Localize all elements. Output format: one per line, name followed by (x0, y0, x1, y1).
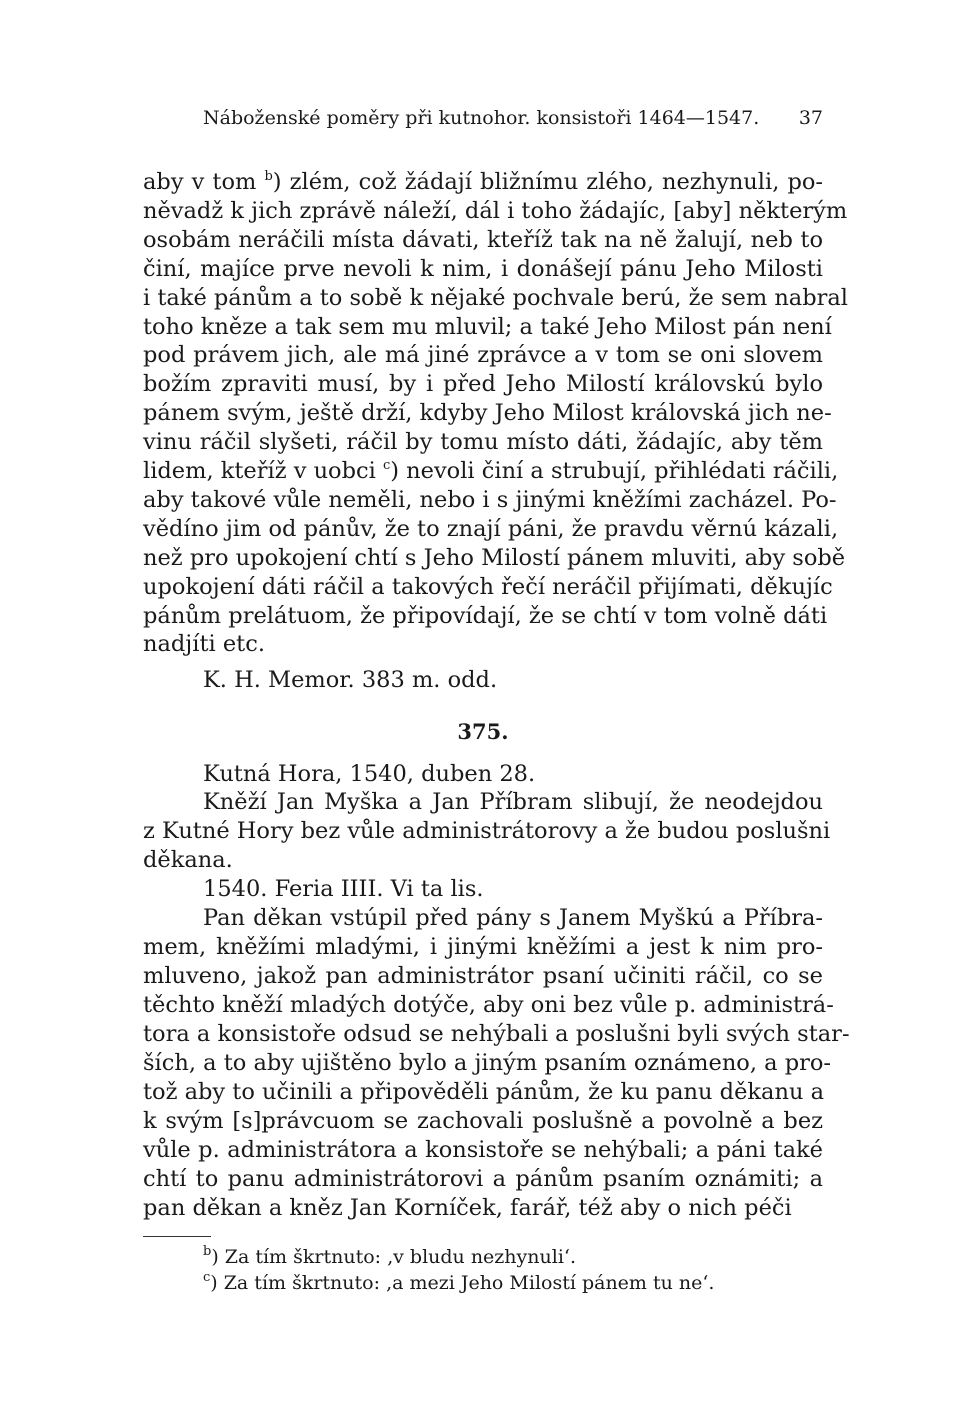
text-line: božím zpraviti musí, by i před Jeho Milostí královskú bylo (143, 371, 823, 398)
footnote-text: ) Za tím škrtnuto: ‚a mezi Jeho Milostí pánem tu ne‘. (210, 1272, 715, 1294)
text-line: děkana. (143, 846, 233, 873)
text-line: pan děkan a kněz Jan Korníček, farář, též aby o nich péči (143, 1195, 792, 1221)
text-line: osobám neráčili místa dávati, kteříž tak na ně žalují, neb to (143, 226, 823, 253)
footnote-mark: c (203, 1269, 211, 1285)
text-line: vědíno jim od pánův, že to znají páni, že pravdu věrnú kázali, (143, 515, 839, 542)
text-line: aby v tom $^b$) zlém, což žádají bližnímu zlého, nezhynuli, po- (143, 168, 823, 195)
footnote (203, 1244, 576, 1270)
text-line: k svým [s]právcuom se zachovali poslušně a povolně a bez (143, 1108, 823, 1134)
running-header (203, 107, 823, 137)
text-line: chtí to panu administrátorovi a pánům psaním oznámiti; a (143, 1166, 823, 1192)
text-line: tož aby to učinili a připověděli pánům, že ku panu děkanu a (143, 1079, 824, 1105)
text-line: pánem svým, ještě drží, kdyby Jeho Milost královská jich ne- (143, 400, 832, 427)
entry-number: 375. (457, 719, 509, 744)
text-line: nadjíti etc. (143, 631, 265, 658)
text-line: vůle p. administrátora a konsistoře se nehýbali; a páni také (143, 1137, 823, 1163)
text-line: z Kutné Hory bez vůle administrátorovy a že budou poslušni (143, 817, 831, 844)
footnote-text: ) Za tím škrtnuto: ‚v bludu nezhynuli‘. (211, 1246, 576, 1268)
text-line: aby takové vůle neměli, nebo i s jinými kněžími zacházel. Po- (143, 486, 837, 513)
footnote-rule (143, 1236, 211, 1237)
text-line: upokojení dáti ráčil a takových řečí neráčil přijímati, děkujíc (143, 573, 833, 600)
text-line: činí, majíce prve nevoli k nim, i donášejí pánu Jeho Milosti (143, 255, 823, 282)
entry-place-date: Kutná Hora, 1540, duben 28. (203, 761, 536, 787)
date-line: 1540. Feria IIII. Vi ta lis. (203, 876, 484, 902)
footnote-marker: b (264, 168, 273, 184)
text-line: Kněží Jan Myška a Jan Příbram slibují, že neodejdou (203, 789, 823, 815)
text-line: pod právem jich, ale má jiné zprávce a v tom se oni slovem (143, 342, 823, 369)
footnote-marker: c (382, 457, 391, 473)
source-reference: K. H. Memor. 383 m. odd. (203, 667, 498, 693)
text-line: ších, a to aby ujištěno bylo a jiným psaním oznámeno, a pro- (143, 1050, 832, 1076)
text-line: mluveno, jakož pan administrátor psaní učiniti ráčil, co se (143, 963, 823, 989)
text-line: lidem, kteříž v uobci $^c$) nevoli činí a strubují, přihlédati ráčili, (143, 457, 839, 484)
footnote (203, 1270, 714, 1296)
text-line: těchto kněží mladých dotýče, aby oni bez vůle p. administrá- (143, 992, 834, 1018)
footnote-mark: b (203, 1243, 212, 1259)
text-line: toho kněze a tak sem mu mluvil; a také Jeho Milost pán není (143, 313, 832, 340)
header-title: Náboženské poměry při kutnohor. konsistoři 1464—1547. (203, 107, 760, 129)
text-line: něvadž k jich zprávě náleží, dál i toho žádajíc, [aby] některým (143, 197, 848, 224)
text-line: pánům prelátuom, že připovídají, že se chtí v tom volně dáti (143, 602, 828, 629)
text-line: i také pánům a to sobě k nějaké pochvale berú, že sem nabral (143, 284, 848, 311)
text-line: tora a konsistoře odsud se nehýbali a poslušni byli svých star- (143, 1021, 850, 1047)
text-line: mem, kněžími mladými, i jinými kněžími a jest k nim pro- (143, 934, 823, 960)
page-number: 37 (798, 107, 823, 129)
text-line: Pan děkan vstúpil před pány s Janem Myškú a Příbra- (203, 905, 823, 931)
text-line: vinu ráčil slyšeti, ráčil by tomu místo dáti, žádajíc, aby těm (143, 429, 823, 456)
text-line: než pro upokojení chtí s Jeho Milostí pánem mluviti, aby sobě (143, 544, 846, 571)
